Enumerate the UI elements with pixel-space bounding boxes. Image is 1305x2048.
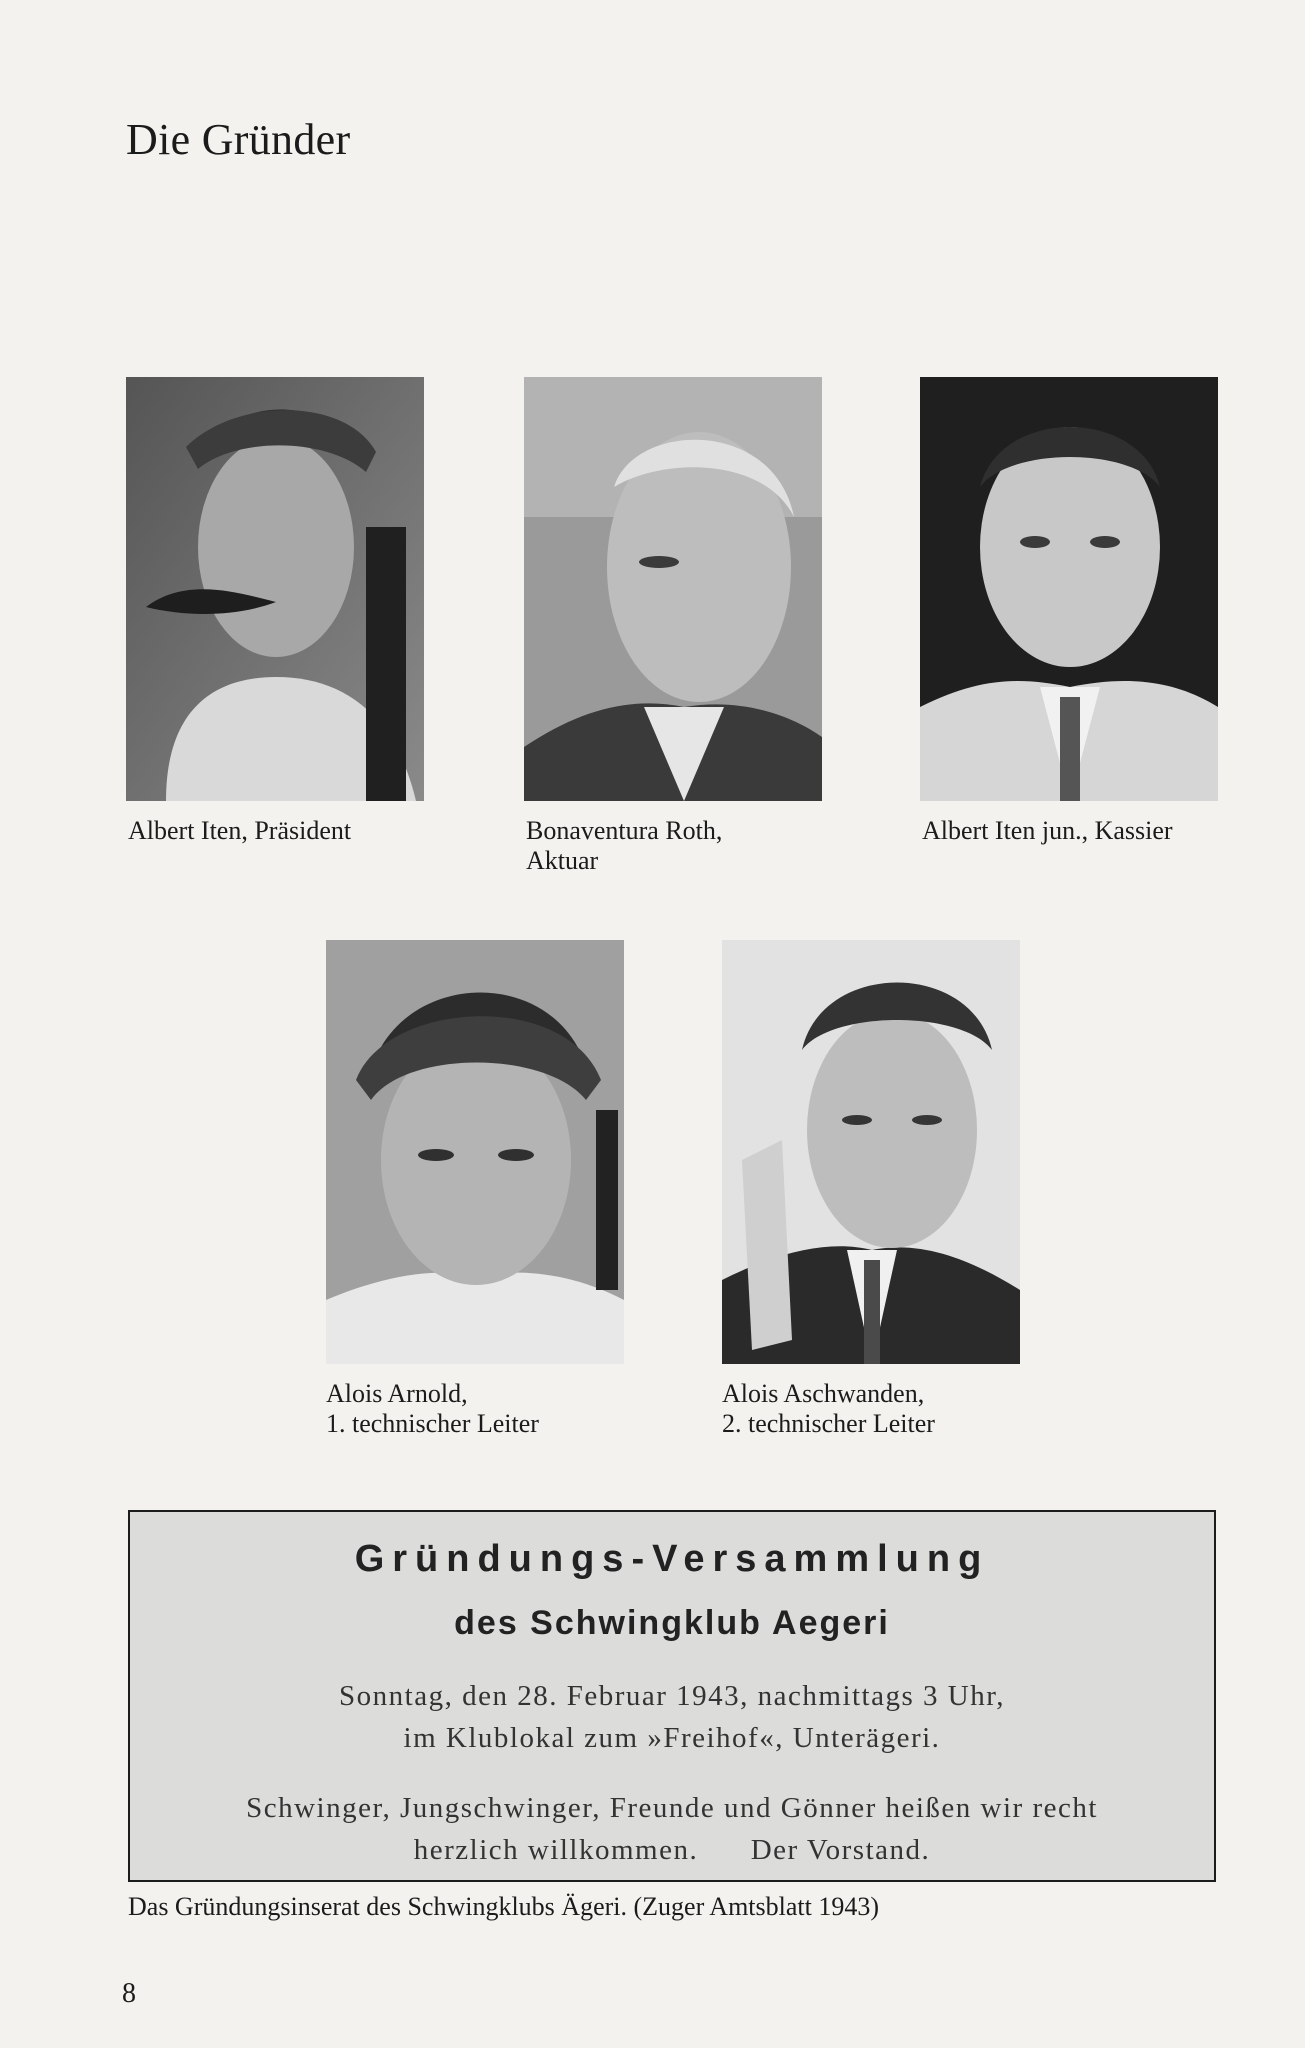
notice-welcome-line: herzlich willkommen. Der Vorstand.: [413, 1834, 931, 1866]
caption-albert-iten: [128, 816, 351, 846]
portrait-photo-albert-iten: [126, 377, 424, 801]
caption-alois-arnold: [326, 1379, 539, 1439]
caption-name-line: Albert Iten, Präsident: [128, 816, 352, 845]
portrait-photo-bonaventura-roth: [524, 377, 822, 801]
notice-heading: Gründungs-Versammlung: [354, 1538, 990, 1580]
caption-alois-aschwanden: [722, 1379, 935, 1439]
caption-albert-iten-jun: [922, 816, 1173, 846]
notice-subheading: des Schwingklub Aegeri: [454, 1604, 890, 1642]
caption-role-line: 2. technischer Leiter: [722, 1409, 935, 1438]
page-title: Die Gründer: [126, 115, 351, 164]
caption-role-line: 1. technischer Leiter: [326, 1409, 539, 1438]
notice-invite-line: Schwinger, Jungschwinger, Freunde und Gönner heißen wir recht: [246, 1792, 1098, 1824]
founding-notice: [128, 1510, 1216, 1882]
caption-role-line: Aktuar: [526, 846, 599, 875]
caption-name-line: Alois Arnold,: [326, 1379, 468, 1408]
page-number: 8: [122, 1978, 136, 2009]
notice-caption: Das Gründungsinserat des Schwingklubs Ägeri. (Zuger Amtsblatt 1943): [128, 1892, 880, 1921]
caption-bonaventura-roth: [526, 816, 722, 876]
caption-name-line: Albert Iten jun., Kassier: [922, 816, 1173, 845]
notice-place-line: im Klublokal zum »Freihof«, Unterägeri.: [403, 1722, 941, 1754]
portrait-photo-albert-iten-jun: [920, 377, 1218, 801]
portrait-photo-alois-aschwanden: [722, 940, 1020, 1364]
caption-name-line: Bonaventura Roth,: [526, 816, 723, 845]
notice-date-line: Sonntag, den 28. Februar 1943, nachmittags 3 Uhr,: [339, 1680, 1005, 1712]
portrait-photo-alois-arnold: [326, 940, 624, 1364]
caption-name-line: Alois Aschwanden,: [722, 1379, 925, 1408]
